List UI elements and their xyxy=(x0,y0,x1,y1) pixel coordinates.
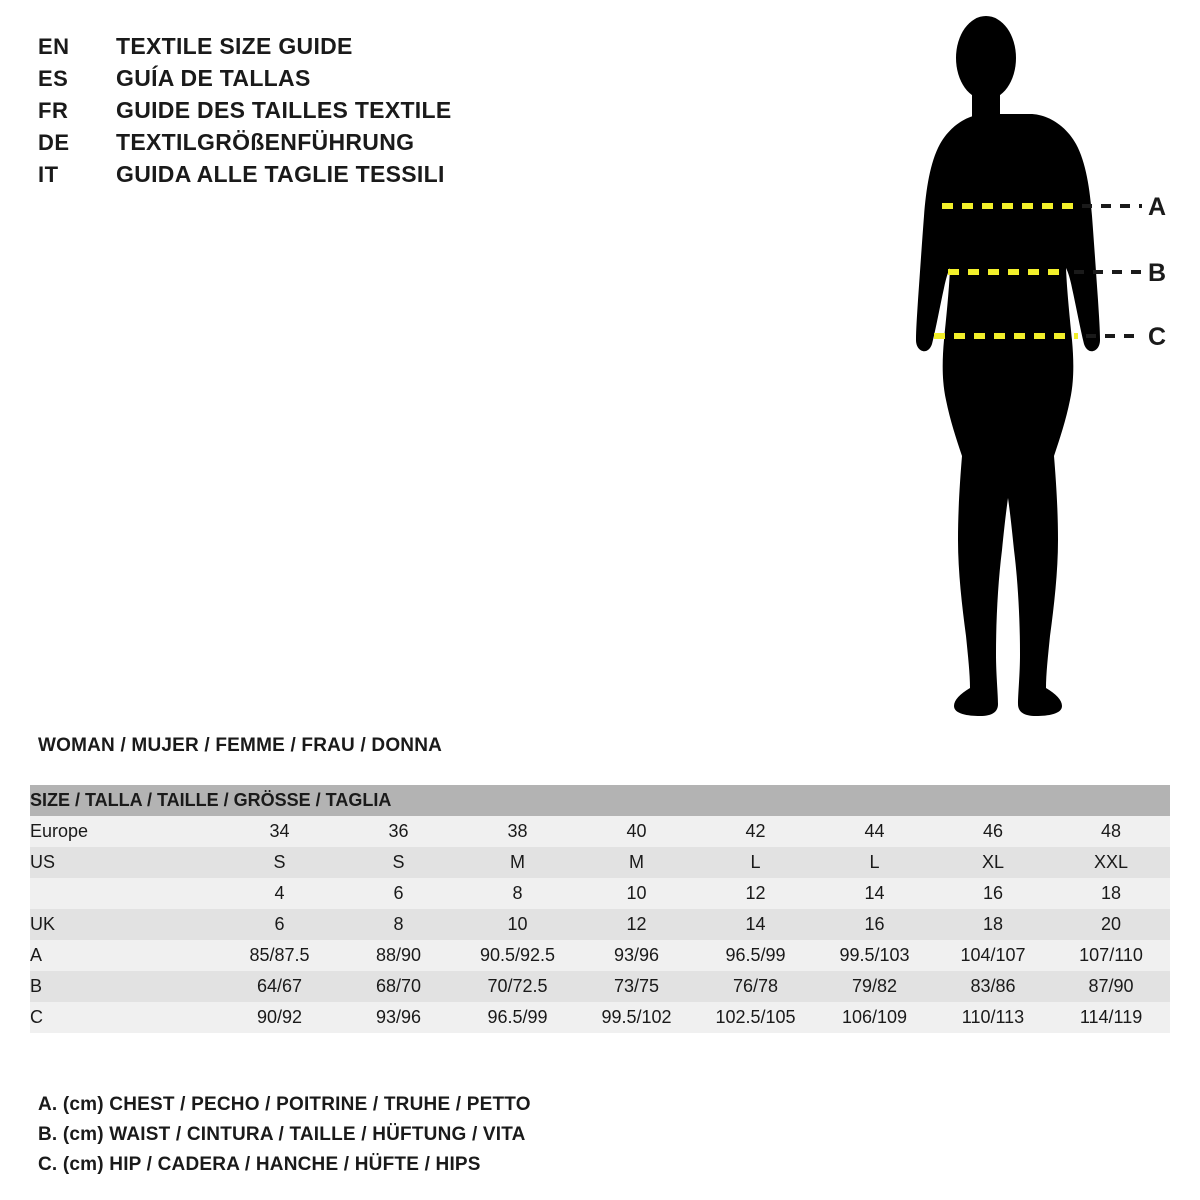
row-label: US xyxy=(30,847,220,878)
language-row-en xyxy=(38,30,578,62)
table-header-row xyxy=(30,785,1170,816)
language-title: GUÍA DE TALLAS xyxy=(116,65,311,91)
row-value: 104/107 xyxy=(934,940,1052,971)
row-value: 12 xyxy=(577,909,696,940)
row-value: 6 xyxy=(220,909,339,940)
row-value: 83/86 xyxy=(934,971,1052,1002)
footnote-hip: C. (cm) HIP / CADERA / HANCHE / HÜFTE / HIPS xyxy=(38,1154,481,1175)
body-figure xyxy=(850,10,1190,740)
row-value: 10 xyxy=(458,909,577,940)
row-value: 16 xyxy=(934,878,1052,909)
footnote-waist: B. (cm) WAIST / CINTURA / TAILLE / HÜFTUNG / VITA xyxy=(38,1124,526,1145)
row-value: 110/113 xyxy=(934,1002,1052,1033)
row-value: 90.5/92.5 xyxy=(458,940,577,971)
row-value: 68/70 xyxy=(339,971,458,1002)
row-value: XXL xyxy=(1052,847,1170,878)
row-value: 18 xyxy=(934,909,1052,940)
row-value: 114/119 xyxy=(1052,1002,1170,1033)
language-title: TEXTILGRÖßENFÜHRUNG xyxy=(116,129,415,155)
row-value: 8 xyxy=(458,878,577,909)
row-label: C xyxy=(30,1002,220,1033)
language-code: DE xyxy=(38,130,70,155)
language-title: GUIDA ALLE TAGLIE TESSILI xyxy=(116,161,445,187)
row-label xyxy=(30,878,220,909)
row-value: M xyxy=(458,847,577,878)
row-value: 96.5/99 xyxy=(458,1002,577,1033)
row-value: 93/96 xyxy=(339,1002,458,1033)
footnote-list xyxy=(38,1090,938,1180)
row-value: 64/67 xyxy=(220,971,339,1002)
language-row-es xyxy=(38,62,578,94)
measure-label-a: A xyxy=(1148,193,1167,221)
row-value: 44 xyxy=(815,816,934,847)
table-row xyxy=(30,878,1170,909)
row-value: XL xyxy=(934,847,1052,878)
language-row-fr xyxy=(38,94,578,126)
row-value: 14 xyxy=(815,878,934,909)
row-value: S xyxy=(220,847,339,878)
language-title: TEXTILE SIZE GUIDE xyxy=(116,33,353,59)
language-title: GUIDE DES TAILLES TEXTILE xyxy=(116,97,452,123)
row-value: 73/75 xyxy=(577,971,696,1002)
table-row xyxy=(30,847,1170,878)
footnote-chest: A. (cm) CHEST / PECHO / POITRINE / TRUHE / PETTO xyxy=(38,1094,531,1115)
row-label: UK xyxy=(30,909,220,940)
table-row xyxy=(30,909,1170,940)
table-row xyxy=(30,971,1170,1002)
row-value: 107/110 xyxy=(1052,940,1170,971)
row-value: 20 xyxy=(1052,909,1170,940)
section-title: WOMAN / MUJER / FEMME / FRAU / DONNA xyxy=(38,735,443,756)
row-value: L xyxy=(815,847,934,878)
row-value: 99.5/103 xyxy=(815,940,934,971)
row-value: L xyxy=(696,847,815,878)
row-value: 88/90 xyxy=(339,940,458,971)
row-value: 70/72.5 xyxy=(458,971,577,1002)
language-code: ES xyxy=(38,66,69,91)
row-value: 87/90 xyxy=(1052,971,1170,1002)
language-code: FR xyxy=(38,98,69,123)
measure-label-b: B xyxy=(1148,259,1167,287)
row-value: 4 xyxy=(220,878,339,909)
row-value: 36 xyxy=(339,816,458,847)
row-label: Europe xyxy=(30,816,220,847)
row-label: A xyxy=(30,940,220,971)
row-value: 38 xyxy=(458,816,577,847)
row-value: 46 xyxy=(934,816,1052,847)
language-row-it xyxy=(38,158,578,190)
row-value: M xyxy=(577,847,696,878)
row-value: 10 xyxy=(577,878,696,909)
row-value: 6 xyxy=(339,878,458,909)
row-value: 90/92 xyxy=(220,1002,339,1033)
table-header-label: SIZE / TALLA / TAILLE / GRÖSSE / TAGLIA xyxy=(30,785,1170,816)
measure-label-c: C xyxy=(1148,323,1167,351)
table-row xyxy=(30,1002,1170,1033)
row-value: 34 xyxy=(220,816,339,847)
row-value: 14 xyxy=(696,909,815,940)
row-label: B xyxy=(30,971,220,1002)
language-code: IT xyxy=(38,162,59,187)
row-value: 16 xyxy=(815,909,934,940)
row-value: 79/82 xyxy=(815,971,934,1002)
row-value: S xyxy=(339,847,458,878)
row-value: 8 xyxy=(339,909,458,940)
table-row xyxy=(30,940,1170,971)
size-table xyxy=(30,785,1170,1033)
size-table-wrapper xyxy=(30,785,1170,1033)
table-row xyxy=(30,816,1170,847)
row-value: 96.5/99 xyxy=(696,940,815,971)
row-value: 99.5/102 xyxy=(577,1002,696,1033)
female-silhouette-icon xyxy=(850,10,1190,740)
row-value: 102.5/105 xyxy=(696,1002,815,1033)
language-row-de xyxy=(38,126,578,158)
row-value: 18 xyxy=(1052,878,1170,909)
row-value: 85/87.5 xyxy=(220,940,339,971)
row-value: 12 xyxy=(696,878,815,909)
row-value: 106/109 xyxy=(815,1002,934,1033)
language-title-list xyxy=(38,30,578,190)
row-value: 42 xyxy=(696,816,815,847)
row-value: 48 xyxy=(1052,816,1170,847)
row-value: 76/78 xyxy=(696,971,815,1002)
row-value: 93/96 xyxy=(577,940,696,971)
row-value: 40 xyxy=(577,816,696,847)
language-code: EN xyxy=(38,34,70,59)
